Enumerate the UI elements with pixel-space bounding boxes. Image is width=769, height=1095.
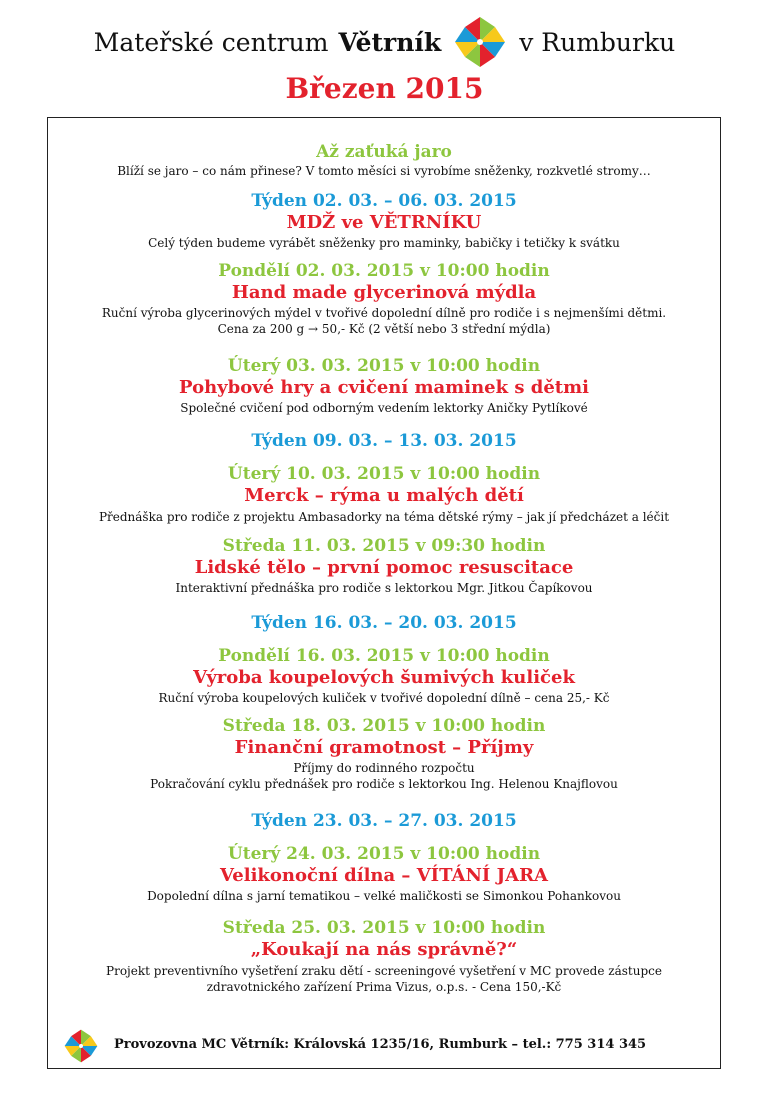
week-heading: Týden 02. 03. – 06. 03. 2015 <box>251 191 517 211</box>
header-title-line <box>0 18 769 66</box>
header-prefix: Mateřské centrum <box>93 27 329 57</box>
event-title: Pohybové hry a cvičení maminek s dětmi <box>179 377 589 398</box>
event-title: Lidské tělo – první pomoc resuscitace <box>194 557 574 578</box>
event-date: Úterý 10. 03. 2015 v 10:00 hodin <box>227 464 541 484</box>
event-description: Cena za 200 g → 50,- Kč (2 větší nebo 3 střední mýdla) <box>217 322 551 336</box>
event-title: Výroba koupelových šumivých kuliček <box>193 667 575 688</box>
event-date: Pondělí 16. 03. 2015 v 10:00 hodin <box>218 646 550 666</box>
pinwheel-small-icon <box>62 1027 100 1065</box>
event-date: Středa 25. 03. 2015 v 10:00 hodin <box>222 918 546 938</box>
event-description: Přednáška pro rodiče z projektu Ambasadorky na téma dětské rýmy – jak jí předcházet a léčit <box>98 510 670 524</box>
event-title: Finanční gramotnost – Příjmy <box>234 737 534 758</box>
event-title: Merck – rýma u malých dětí <box>244 485 524 506</box>
week-heading: Týden 16. 03. – 20. 03. 2015 <box>251 613 517 633</box>
week-heading: Týden 09. 03. – 13. 03. 2015 <box>251 431 517 451</box>
event-description: Ruční výroba koupelových kuliček v tvořivé dopolední dílně – cena 25,- Kč <box>158 691 610 705</box>
event-title: MDŽ ve VĚTRNÍKU <box>286 212 482 233</box>
week-heading: Týden 23. 03. – 27. 03. 2015 <box>251 811 517 831</box>
event-description: Projekt preventivního vyšetření zraku dětí - screeningové vyšetření v MC provede zástupce <box>106 964 662 978</box>
event-description: Interaktivní přednáška pro rodiče s lektorkou Mgr. Jitkou Čapíkovou <box>175 581 593 595</box>
event-title: „Koukají na nás správně?“ <box>250 939 518 960</box>
section-title: Až zaťuká jaro <box>316 142 452 162</box>
program-box <box>47 117 721 1069</box>
event-date: Úterý 03. 03. 2015 v 10:00 hodin <box>227 356 541 376</box>
month-title: Březen 2015 <box>285 72 484 105</box>
event-description: Celý týden budeme vyrábět sněženky pro maminky, babičky i tetičky k svátku <box>148 236 620 250</box>
event-description: Ruční výroba glycerinových mýdel v tvořivé dopolední dílně pro rodiče i s nejmenšími dětmi. <box>101 306 667 320</box>
event-date: Středa 11. 03. 2015 v 09:30 hodin <box>222 536 546 556</box>
pinwheel-logo-icon <box>451 13 509 71</box>
header-suffix: v Rumburku <box>519 27 676 57</box>
header-name: Větrník <box>338 27 442 57</box>
event-date: Středa 18. 03. 2015 v 10:00 hodin <box>222 716 546 736</box>
event-title: Hand made glycerinová mýdla <box>231 282 537 303</box>
event-description: Dopolední dílna s jarní tematikou – velké maličkosti se Simonkou Pohankovou <box>147 889 621 903</box>
section-description: Blíží se jaro – co nám přinese? V tomto měsíci si vyrobíme sněženky, rozkvetlé stromy… <box>117 164 651 178</box>
event-title: Velikonoční dílna – VÍTÁNÍ JARA <box>219 865 549 886</box>
footer-address: Provozovna MC Větrník: Královská 1235/16, Rumburk – tel.: 775 314 345 <box>114 1037 647 1052</box>
event-description: Společné cvičení pod odborným vedením lektorky Aničky Pytlíkové <box>180 401 588 415</box>
event-date: Úterý 24. 03. 2015 v 10:00 hodin <box>227 844 541 864</box>
event-description: zdravotnického zařízení Prima Vizus, o.p.s. - Cena 150,-Kč <box>206 980 562 994</box>
footer <box>48 1027 720 1063</box>
event-description: Pokračování cyklu přednášek pro rodiče s lektorkou Ing. Helenou Knajflovou <box>150 777 618 791</box>
event-date: Pondělí 02. 03. 2015 v 10:00 hodin <box>218 261 550 281</box>
event-description: Příjmy do rodinného rozpočtu <box>293 761 475 775</box>
page-header <box>0 18 769 105</box>
